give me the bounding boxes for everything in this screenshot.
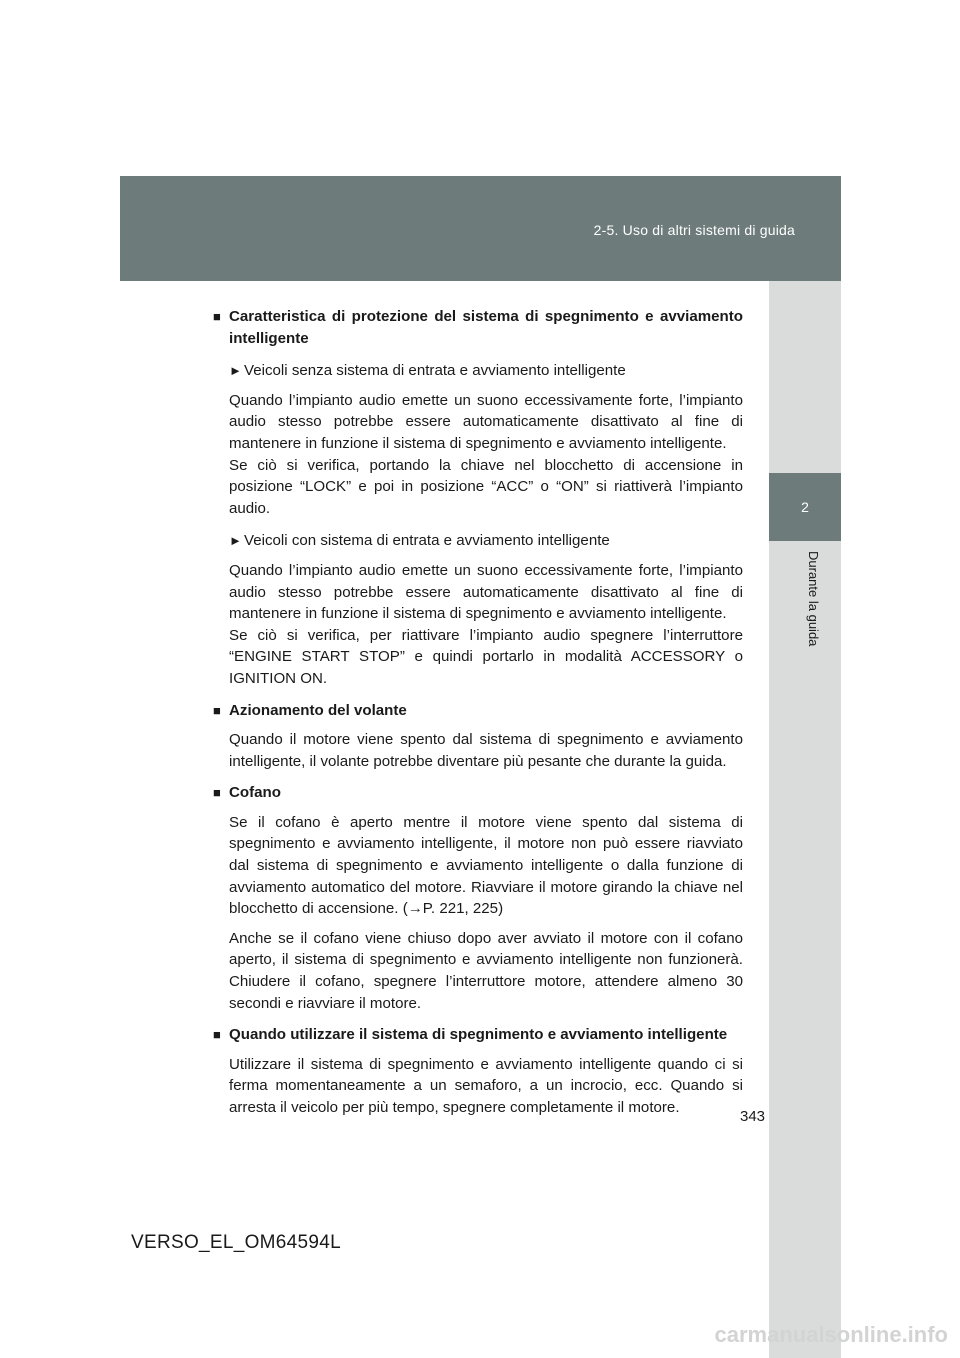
document-code: VERSO_EL_OM64594L <box>131 1232 341 1253</box>
section-steering <box>213 700 743 773</box>
square-bullet-icon: ■ <box>213 309 221 324</box>
chapter-label: Durante la guida <box>806 551 821 647</box>
section-hood <box>213 782 743 1014</box>
sub-heading-without-smart-entry: ► Veicoli senza sistema di entrata e avviamento intelligente <box>229 360 743 382</box>
paragraph: Utilizzare il sistema di spegnimento e avviamento intelligente quando ci si ferma momentaneamente a un semaforo, a un incrocio, ecc. Quando si arresta il veicolo per più tempo, spegnere completamente il motore. <box>229 1055 743 1116</box>
section-heading: ■ Caratteristica di protezione del sistema di spegnimento e avviamento intelligente <box>213 308 743 347</box>
watermark: carmanualsonline.info <box>714 1322 948 1347</box>
square-bullet-icon: ■ <box>213 702 221 718</box>
main-content <box>213 306 743 1119</box>
page-number: 343 <box>740 1108 766 1125</box>
square-bullet-icon: ■ <box>213 785 221 801</box>
chapter-sidebar <box>769 281 841 1358</box>
paragraph: Quando il motore viene spento dal sistema di spegnimento e avviamento intelligente, il volante potrebbe diventare più pesante che durante la guida. <box>229 731 743 770</box>
triangle-arrow-icon: ► <box>229 363 242 379</box>
section-title: 2-5. Uso di altri sistemi di guida <box>593 222 795 238</box>
paragraph: Quando l’impianto audio emette un suono eccessivamente forte, l’impianto audio stesso potrebbe essere automaticamente disattivato al fine di mantenere in funzione il sistema di spegnimento e avviamento intelligente. Se ciò si verifica, portando la chiave nel blocchetto di accensione in posizione “LOCK” e poi in posizione “ACC” o “ON” si riattiverà l’impianto audio. <box>229 391 743 517</box>
sub-heading-with-smart-entry: ► Veicoli con sistema di entrata e avviamento intelligente <box>229 530 743 552</box>
section-when-to-use <box>213 1024 743 1118</box>
header-band <box>120 176 841 281</box>
section-heading: ■ Quando utilizzare il sistema di spegnimento e avviamento intelligente <box>213 1024 743 1046</box>
paragraph: Quando l’impianto audio emette un suono eccessivamente forte, l’impianto audio stesso potrebbe essere automaticamente disattivato al fine di mantenere in funzione il sistema di spegnimento e avviamento intelligente. Se ciò si verifica, per riattivare l’impianto audio spegnere l’interruttore “ENGINE START STOP” e quindi portarlo in modalità ACCESSORY o IGNITION ON. <box>229 561 743 687</box>
chapter-number-tab: 2 <box>769 473 841 541</box>
section-heading: ■ Azionamento del volante <box>213 700 743 722</box>
section-protection <box>213 306 743 690</box>
paragraph: Se il cofano è aperto mentre il motore viene spento dal sistema di spegnimento e avviamento intelligente, il motore non può essere riavviato dal sistema di spegnimento e avviamento intelligente o dalla funzione di avviamento automatico del motore. Riavviare il motore girando la chiave nel blocchetto di accensione. (→P. 221, 225) <box>229 813 743 918</box>
square-bullet-icon: ■ <box>213 1027 221 1043</box>
section-heading: ■ Cofano <box>213 782 743 804</box>
paragraph: Anche se il cofano viene chiuso dopo aver avviato il motore con il cofano aperto, il sistema di spegnimento e avviamento intelligente non funzionerà. Chiudere il cofano, spegnere l’interruttore motore, attendere almeno 30 secondi e riavviare il motore. <box>229 929 743 1012</box>
triangle-arrow-icon: ► <box>229 533 242 549</box>
